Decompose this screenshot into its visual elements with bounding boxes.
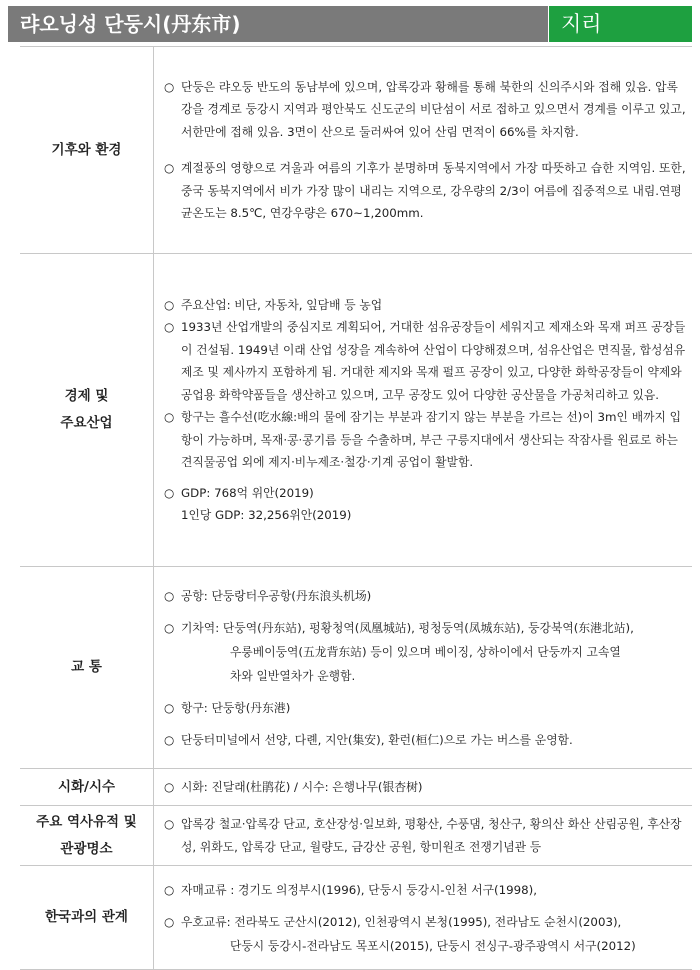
list-item: ○ 항구: 단둥항(丹东港) xyxy=(164,696,688,720)
bullet-icon: ○ xyxy=(164,588,175,603)
bullet-icon: ○ xyxy=(164,700,175,715)
bullet-icon: ○ xyxy=(164,485,175,500)
table-row-economy xyxy=(20,254,692,567)
list-item: ○ 자매교류 : 경기도 의정부시(1996), 단둥시 둥강시-인천 서구(1998), xyxy=(164,878,688,902)
row-content-transport: ○ 공항: 단둥랑터우공항(丹东浪头机场) ○ 기차역: 단둥역(丹东站), 펑황청역(凤凰城站), 펑청둥역(凤城东站), 둥강북역(东港北站), 우룽베이둥역(五龙背东站) 등이 있으며 베이징, 상하이에서 단둥까지 고속열 차와 일반열차가 운행함. ○ 항구: 단둥항(丹东港) ○ 단둥터미널에서 선양, 다롄, 지안(集安), 환런(桓仁)으로 가는 버스를 운영함. xyxy=(154,567,693,769)
list-item: ○ 압록강 철교·압록강 단교, 호산장성·일보화, 평황산, 수풍댐, 청산구, 황의산 화산 산림공원, 후산장성, 위화도, 압록강 단교, 월량도, 금강산 공원, 항미원조 전쟁기념관 등 xyxy=(164,813,688,858)
row-content-economy xyxy=(154,254,693,567)
row-label-heritage: 주요 역사유적 및 관광명소 xyxy=(20,806,154,866)
category-tag: 지리 xyxy=(549,6,692,42)
row-label-korea: 한국과의 관계 xyxy=(20,866,154,970)
table-row-climate xyxy=(20,47,692,254)
page-header xyxy=(8,6,692,42)
list-item: ○ GDP: 768억 위안(2019) xyxy=(164,482,688,505)
page-title: 랴오닝성 단둥시(丹东市) xyxy=(8,6,548,42)
bullet-icon: ○ xyxy=(164,817,175,831)
bullet-icon: ○ xyxy=(164,882,175,897)
bullet-icon: ○ xyxy=(164,79,175,94)
row-label-climate: 기후와 환경 xyxy=(20,47,154,254)
list-item: ○ 계절풍의 영향으로 겨울과 여름의 기후가 분명하며 동북지역에서 가장 따뜻하고 습한 지역임. 또한, 중국 동북지역에서 비가 가장 많이 내리는 지역으로, 강우량의 2/3이 여름에 집중적으로 내림.연평균온도는 8.5℃, 연강우량은 670~1,200mm. xyxy=(164,157,688,225)
list-item: ○ 우호교류: 전라북도 군산시(2012), 인천광역시 본청(1995), 전라남도 순천시(2003), xyxy=(164,910,688,934)
bullet-icon: ○ xyxy=(164,732,175,747)
row-content-heritage xyxy=(154,806,693,866)
table-row-heritage xyxy=(20,806,692,866)
list-item: ○ 기차역: 단둥역(丹东站), 펑황청역(凤凰城站), 펑청둥역(凤城东站), 둥강북역(东港北站), xyxy=(164,616,688,640)
list-item: ○ 공항: 단둥랑터우공항(丹东浪头机场) xyxy=(164,584,688,608)
list-item: ○ 단둥은 랴오둥 반도의 동남부에 있으며, 압록강과 황해를 통해 북한의 신의주시와 접해 있음. 압록강을 경계로 둥강시 지역과 평안북도 신도군의 비단섬이 서로 접하고 있으면서 경계를 이루고 있고, 서한만에 접해 있음. 3면이 산으로 둘러싸여 있어 산림 면적이 66%를 차지함. xyxy=(164,76,688,144)
bullet-icon: ○ xyxy=(164,161,175,175)
info-table xyxy=(20,46,692,970)
bullet-icon: ○ xyxy=(164,914,175,929)
row-content-korea: ○ 자매교류 : 경기도 의정부시(1996), 단둥시 둥강시-인천 서구(1998), ○ 우호교류: 전라북도 군산시(2012), 인천광역시 본청(1995), 전라남도 순천시(2003), 단둥시 둥강시-전라남도 목포시(2015), 단둥시 전싱구-광주광역시 서구(2012) xyxy=(154,866,693,970)
list-item: ○ 1933년 산업개발의 중심지로 계획되어, 거대한 섬유공장들이 세워지고 제재소와 목재 퍼프 공장들이 건설됨. 1949년 이래 산업 성장을 계속하여 산업이 다양해졌으며, 섬유산업은 면직물, 합성섬유 제조 및 제사까지 포함하게 됨. 거대한 제지와 목재 펄프 공장이 있고, 다양한 화학공장들이 약제와 공업용 화학약품들을 생산하고 있으며, 고무 공장도 있어 다양한 공산물을 가공처리하고 있음. xyxy=(164,316,688,406)
table-row-transport xyxy=(20,567,692,769)
row-label-symbols: 시화/시수 xyxy=(20,769,154,806)
list-item: ○ 주요산업: 비단, 자동차, 잎담배 등 농업 xyxy=(164,294,688,317)
row-label-transport: 교 통 xyxy=(20,567,154,769)
list-item: ○ 시화: 진달래(杜鹃花) / 시수: 은행나무(银杏树) xyxy=(164,776,688,799)
bullet-icon: ○ xyxy=(164,620,175,635)
bullet-icon: ○ xyxy=(164,320,175,334)
bullet-icon: ○ xyxy=(164,297,175,312)
row-content-climate xyxy=(154,47,693,254)
table-row-symbols xyxy=(20,769,692,806)
list-item: ○ 단둥터미널에서 선양, 다롄, 지안(集安), 환런(桓仁)으로 가는 버스를 운영함. xyxy=(164,728,688,752)
bullet-icon: ○ xyxy=(164,410,175,424)
table-row-korea xyxy=(20,866,692,970)
row-content-symbols xyxy=(154,769,693,806)
list-item: ○ 항구는 흘수선(吃水線:배의 물에 잠기는 부분과 잠기지 않는 부분을 가르는 선)이 3m인 배까지 입항이 가능하며, 목재·콩·콩기름 등을 수출하며, 부근 구릉지대에서 생산되는 작잠사를 원료로 하는 견직물공업 외에 제지·비누제조·철강·기계 공업이 활발함. xyxy=(164,406,688,474)
row-label-economy: 경제 및 주요산업 xyxy=(20,254,154,567)
bullet-icon: ○ xyxy=(164,779,175,794)
list-item: 1인당 GDP: 32,256위안(2019) xyxy=(181,508,352,522)
